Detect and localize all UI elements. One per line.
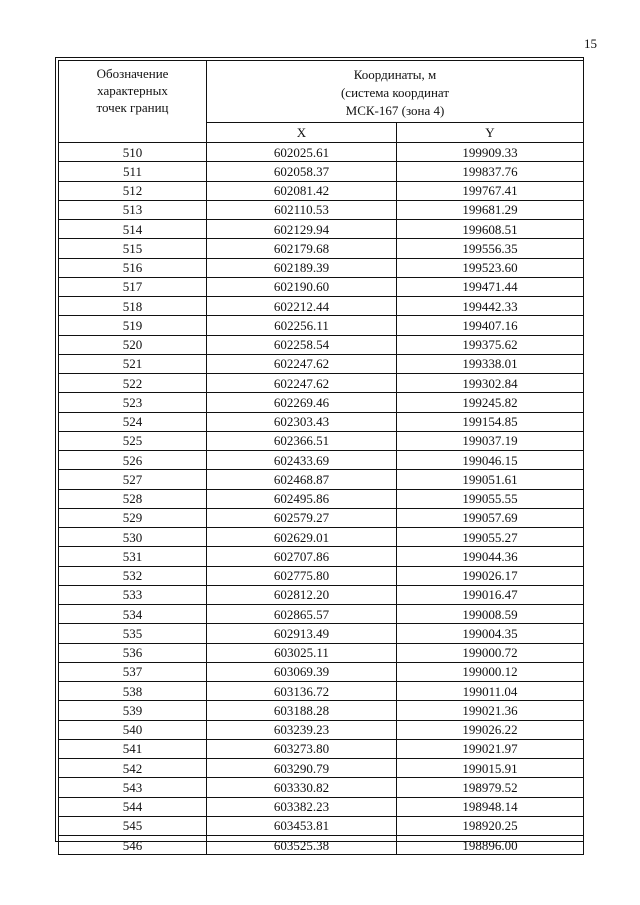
x-coordinate-cell: 603330.82 [207,778,397,797]
table-row [59,547,584,566]
x-coordinate-cell: 602081.42 [207,181,397,200]
point-cell: 517 [59,277,207,296]
table-row [59,354,584,373]
y-coordinate-cell: 199154.85 [397,412,584,431]
table-row [59,528,584,547]
x-coordinate-cell: 603525.38 [207,836,397,855]
y-coordinate-cell: 199837.76 [397,162,584,181]
y-column-header: Y [397,123,584,143]
x-coordinate-cell: 602775.80 [207,566,397,585]
coords-header-line-1: Координаты, м [353,66,437,82]
table-row [59,297,584,316]
y-coordinate-cell: 199051.61 [397,470,584,489]
point-cell: 518 [59,297,207,316]
x-coordinate-cell: 602366.51 [207,431,397,450]
x-coordinate-cell: 602247.62 [207,354,397,373]
table-row [59,258,584,277]
y-coordinate-cell: 199004.35 [397,624,584,643]
table-row [59,643,584,662]
x-coordinate-cell: 602468.87 [207,470,397,489]
coords-header-line-2: (система координат [340,84,450,100]
y-coordinate-cell: 198979.52 [397,778,584,797]
y-coordinate-cell: 199044.36 [397,547,584,566]
point-cell: 522 [59,374,207,393]
y-coordinate-cell: 199608.51 [397,220,584,239]
y-coordinate-cell: 199302.84 [397,374,584,393]
x-coordinate-cell: 603290.79 [207,759,397,778]
y-coordinate-cell: 199407.16 [397,316,584,335]
table-body [59,143,584,855]
y-coordinate-cell: 198920.25 [397,816,584,835]
x-coordinate-cell: 602179.68 [207,239,397,258]
point-cell: 534 [59,605,207,624]
table-row [59,682,584,701]
y-coordinate-cell: 199338.01 [397,354,584,373]
x-coordinate-cell: 602212.44 [207,297,397,316]
point-header-line-1: Обозначение [96,66,169,81]
point-cell: 533 [59,585,207,604]
table-row [59,335,584,354]
y-coordinate-cell: 199046.15 [397,451,584,470]
table-row [59,662,584,681]
x-coordinate-cell: 602865.57 [207,605,397,624]
coords-column-header [207,61,584,123]
point-cell: 537 [59,662,207,681]
x-coordinate-cell: 603382.23 [207,797,397,816]
y-coordinate-cell: 199026.22 [397,720,584,739]
point-cell: 536 [59,643,207,662]
y-coordinate-cell: 199011.04 [397,682,584,701]
table-row [59,759,584,778]
point-cell: 510 [59,143,207,162]
x-coordinate-cell: 602025.61 [207,143,397,162]
table-row [59,624,584,643]
point-cell: 515 [59,239,207,258]
x-coordinate-cell: 602269.46 [207,393,397,412]
y-coordinate-cell: 199767.41 [397,181,584,200]
point-cell: 540 [59,720,207,739]
point-cell: 524 [59,412,207,431]
point-cell: 514 [59,220,207,239]
y-coordinate-cell: 199026.17 [397,566,584,585]
x-coordinate-cell: 602629.01 [207,528,397,547]
y-coordinate-cell: 199021.36 [397,701,584,720]
table-row [59,316,584,335]
table-row [59,412,584,431]
x-coordinate-cell: 602812.20 [207,585,397,604]
x-coordinate-cell: 602256.11 [207,316,397,335]
y-coordinate-cell: 199055.55 [397,489,584,508]
x-coordinate-cell: 602303.43 [207,412,397,431]
point-cell: 511 [59,162,207,181]
x-coordinate-cell: 602258.54 [207,335,397,354]
point-header-line-3: точек границ [96,100,169,115]
y-coordinate-cell: 199037.19 [397,431,584,450]
point-cell: 523 [59,393,207,412]
table-row [59,181,584,200]
point-cell: 527 [59,470,207,489]
point-cell: 545 [59,816,207,835]
table-row [59,162,584,181]
y-coordinate-cell: 199016.47 [397,585,584,604]
point-cell: 544 [59,797,207,816]
x-coordinate-cell: 603025.11 [207,643,397,662]
x-coordinate-cell: 602189.39 [207,258,397,277]
y-coordinate-cell: 199000.72 [397,643,584,662]
point-cell: 532 [59,566,207,585]
table-row [59,200,584,219]
table-row [59,393,584,412]
point-cell: 542 [59,759,207,778]
x-coordinate-cell: 603453.81 [207,816,397,835]
table-row [59,797,584,816]
point-cell: 529 [59,508,207,527]
y-coordinate-cell: 199442.33 [397,297,584,316]
coordinates-table [58,60,584,855]
point-cell: 530 [59,528,207,547]
point-cell: 526 [59,451,207,470]
table-row [59,470,584,489]
point-cell: 513 [59,200,207,219]
y-coordinate-cell: 198896.00 [397,836,584,855]
table-row [59,220,584,239]
y-coordinate-cell: 199057.69 [397,508,584,527]
table-header [59,61,584,143]
table-row [59,701,584,720]
point-cell: 528 [59,489,207,508]
x-coordinate-cell: 602913.49 [207,624,397,643]
y-coordinate-cell: 199021.97 [397,739,584,758]
point-cell: 520 [59,335,207,354]
table-row [59,489,584,508]
x-coordinate-cell: 602495.86 [207,489,397,508]
table-row [59,277,584,296]
point-cell: 539 [59,701,207,720]
table-row [59,739,584,758]
y-coordinate-cell: 199523.60 [397,258,584,277]
y-coordinate-cell: 199909.33 [397,143,584,162]
point-column-header [59,61,207,143]
x-coordinate-cell: 603188.28 [207,701,397,720]
y-coordinate-cell: 198948.14 [397,797,584,816]
x-coordinate-cell: 603136.72 [207,682,397,701]
point-cell: 531 [59,547,207,566]
x-coordinate-cell: 603239.23 [207,720,397,739]
table-row [59,585,584,604]
table-row [59,605,584,624]
x-coordinate-cell: 603273.80 [207,739,397,758]
table-row [59,566,584,585]
table-row [59,431,584,450]
table-row [59,836,584,855]
y-coordinate-cell: 199245.82 [397,393,584,412]
point-cell: 512 [59,181,207,200]
table-row [59,508,584,527]
table-row [59,374,584,393]
y-coordinate-cell: 199015.91 [397,759,584,778]
point-cell: 541 [59,739,207,758]
table-row [59,451,584,470]
x-coordinate-cell: 603069.39 [207,662,397,681]
y-coordinate-cell: 199375.62 [397,335,584,354]
x-coordinate-cell: 602433.69 [207,451,397,470]
y-coordinate-cell: 199000.12 [397,662,584,681]
x-coordinate-cell: 602579.27 [207,508,397,527]
point-cell: 525 [59,431,207,450]
y-coordinate-cell: 199681.29 [397,200,584,219]
x-coordinate-cell: 602058.37 [207,162,397,181]
y-coordinate-cell: 199055.27 [397,528,584,547]
point-cell: 521 [59,354,207,373]
point-cell: 535 [59,624,207,643]
point-header-line-2: характерных [97,83,168,98]
point-cell: 546 [59,836,207,855]
x-coordinate-cell: 602707.86 [207,547,397,566]
x-coordinate-cell: 602110.53 [207,200,397,219]
y-coordinate-cell: 199471.44 [397,277,584,296]
point-cell: 538 [59,682,207,701]
point-cell: 519 [59,316,207,335]
table-row [59,720,584,739]
x-coordinate-cell: 602190.60 [207,277,397,296]
y-coordinate-cell: 199556.35 [397,239,584,258]
x-coordinate-cell: 602247.62 [207,374,397,393]
coords-header-line-3: МСК-167 (зона 4) [345,102,445,118]
y-coordinate-cell: 199008.59 [397,605,584,624]
table-row [59,816,584,835]
x-column-header: X [207,123,397,143]
table-row [59,239,584,258]
point-cell: 516 [59,258,207,277]
table-row [59,778,584,797]
x-coordinate-cell: 602129.94 [207,220,397,239]
table-row [59,143,584,162]
page-number: 15 [584,36,597,51]
point-cell: 543 [59,778,207,797]
